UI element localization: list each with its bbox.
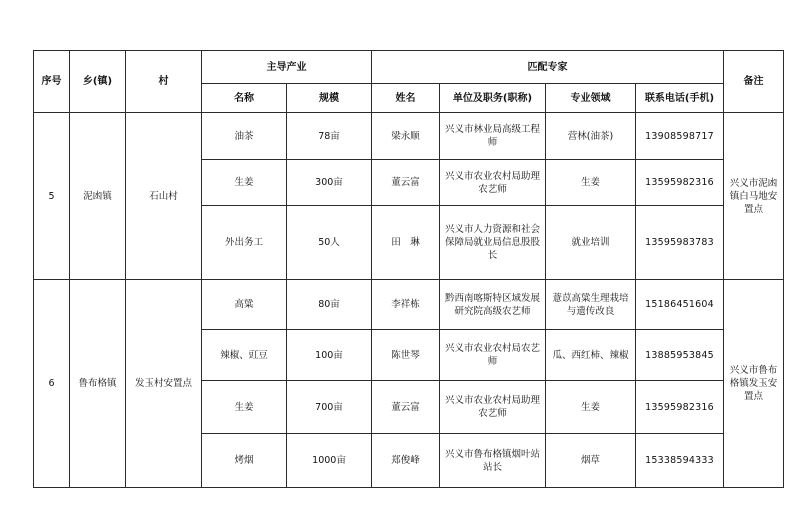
header-industry-scale: 规模 (287, 84, 372, 113)
header-industry-name: 名称 (202, 84, 287, 113)
industry-scale-cell: 700亩 (287, 381, 372, 434)
expert-field-cell: 瓜、西红柿、辣椒 (546, 330, 636, 381)
expert-unit-cell: 兴义市鲁布格镇烟叶站站长 (440, 434, 546, 488)
town-cell: 鲁布格镇 (70, 280, 126, 488)
expert-field-cell: 就业培训 (546, 206, 636, 280)
expert-name-cell: 李祥栋 (372, 280, 440, 330)
industry-scale-cell: 80亩 (287, 280, 372, 330)
header-expert-group: 匹配专家 (372, 51, 724, 84)
expert-phone-cell: 13908598717 (636, 113, 724, 160)
expert-unit-cell: 兴义市农业农村局农艺师 (440, 330, 546, 381)
expert-name-cell: 董云富 (372, 381, 440, 434)
expert-phone-cell: 13595983783 (636, 206, 724, 280)
industry-name-cell: 高粱 (202, 280, 287, 330)
expert-unit-cell: 兴义市农业农村局助理农艺师 (440, 381, 546, 434)
table-row (34, 280, 784, 330)
industry-scale-cell: 100亩 (287, 330, 372, 381)
expert-name-cell: 陈世琴 (372, 330, 440, 381)
industry-name-cell: 烤烟 (202, 434, 287, 488)
expert-phone-cell: 13595982316 (636, 381, 724, 434)
header-expert-name: 姓名 (372, 84, 440, 113)
expert-unit-cell: 兴义市人力资源和社会保障局就业局信息股股长 (440, 206, 546, 280)
expert-name-cell: 田 琳 (372, 206, 440, 280)
expert-field-cell: 生姜 (546, 381, 636, 434)
header-remarks: 备注 (724, 51, 784, 113)
industry-name-cell: 生姜 (202, 381, 287, 434)
seq-cell: 6 (34, 280, 70, 488)
expert-unit-cell: 黔西南喀斯特区域发展研究院高级农艺师 (440, 280, 546, 330)
expert-name-cell: 梁永顺 (372, 113, 440, 160)
header-expert-unit: 单位及职务(职称) (440, 84, 546, 113)
industry-scale-cell: 50人 (287, 206, 372, 280)
industry-name-cell: 辣椒、豇豆 (202, 330, 287, 381)
industry-name-cell: 油茶 (202, 113, 287, 160)
expert-field-cell: 生姜 (546, 160, 636, 206)
industry-scale-cell: 300亩 (287, 160, 372, 206)
header-village: 村 (126, 51, 202, 113)
header-expert-field: 专业领域 (546, 84, 636, 113)
remarks-cell (724, 113, 784, 488)
expert-matching-table (33, 50, 784, 488)
industry-name-cell: 外出务工 (202, 206, 287, 280)
village-cell: 石山村 (126, 113, 202, 280)
header-industry-group: 主导产业 (202, 51, 372, 84)
expert-field-cell: 薏苡高粱生理栽培与遗传改良 (546, 280, 636, 330)
header-seq: 序号 (34, 51, 70, 113)
town-cell: 泥凼镇 (70, 113, 126, 280)
expert-unit-cell: 兴义市农业农村局助理农艺师 (440, 160, 546, 206)
industry-scale-cell: 78亩 (287, 113, 372, 160)
header-expert-phone: 联系电话(手机) (636, 84, 724, 113)
expert-phone-cell: 15186451604 (636, 280, 724, 330)
industry-name-cell: 生姜 (202, 160, 287, 206)
remarks-group-5: 兴义市泥凼镇白马地安置点 (724, 113, 783, 280)
expert-field-cell: 烟草 (546, 434, 636, 488)
expert-name-cell: 郑俊峰 (372, 434, 440, 488)
header-town: 乡(镇) (70, 51, 126, 113)
expert-unit-cell: 兴义市林业局高级工程师 (440, 113, 546, 160)
industry-scale-cell: 1000亩 (287, 434, 372, 488)
expert-phone-cell: 13595982316 (636, 160, 724, 206)
expert-phone-cell: 15338594333 (636, 434, 724, 488)
seq-cell: 5 (34, 113, 70, 280)
table-row (34, 113, 784, 160)
expert-name-cell: 董云富 (372, 160, 440, 206)
expert-field-cell: 营林(油茶) (546, 113, 636, 160)
village-cell: 发玉村安置点 (126, 280, 202, 488)
remarks-group-6: 兴义市鲁布格镇发玉安置点 (729, 365, 778, 402)
expert-phone-cell: 13885953845 (636, 330, 724, 381)
